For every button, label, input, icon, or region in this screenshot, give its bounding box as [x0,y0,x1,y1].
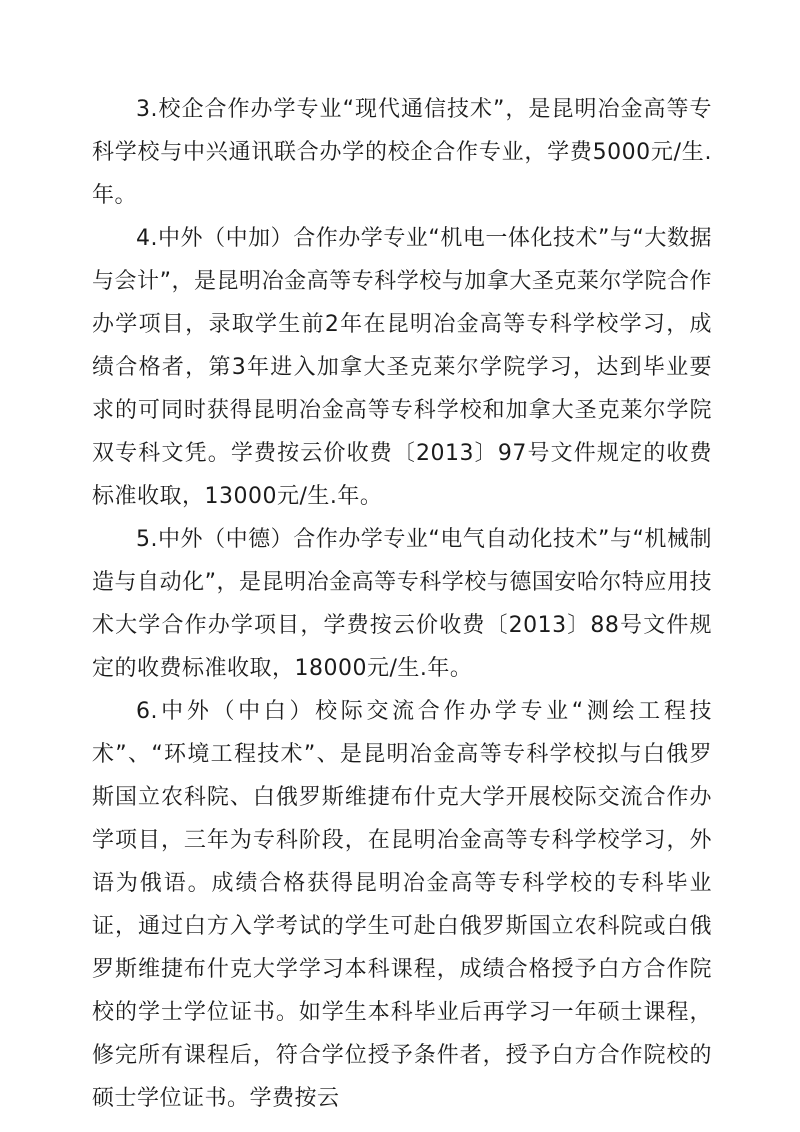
document-body [92,88,712,1120]
paragraph-item-3: 3.校企合作办学专业“现代通信技术”，是昆明冶金高等专科学校与中兴通讯联合办学的校企合作专业，学费5000元/生.年。 [92,97,712,208]
paragraph-item-5: 5.中外（中德）合作办学专业“电气自动化技术”与“机械制造与自动化”，是昆明冶金高等专科学校与德国安哈尔特应用技术大学合作办学项目，学费按云价收费〔2013〕88号文件规定的收费标准收取，18000元/生.年。 [92,527,712,681]
paragraph-item-4: 4.中外（中加）合作办学专业“机电一体化技术”与“大数据与会计”，是昆明冶金高等专科学校与加拿大圣克莱尔学院合作办学项目，录取学生前2年在昆明冶金高等专科学校学习，成绩合格者，第3年进入加拿大圣克莱尔学院学习，达到毕业要求的可同时获得昆明冶金高等专科学校和加拿大圣克莱尔学院双专科文凭。学费按云价收费〔2013〕97号文件规定的收费标准收取，13000元/生.年。 [92,226,712,509]
paragraph-item-6: 6.中外（中白）校际交流合作办学专业“测绘工程技术”、“环境工程技术”、是昆明冶金高等专科学校拟与白俄罗斯国立农科院、白俄罗斯维捷布什克大学开展校际交流合作办学项目，三年为专科阶段，在昆明冶金高等专科学校学习，外语为俄语。成绩合格获得昆明冶金高等专科学校的专科毕业证，通过白方入学考试的学生可赴白俄罗斯国立农科院或白俄罗斯维捷布什克大学学习本科课程，成绩合格授予白方合作院校的学士学位证书。如学生本科毕业后再学习一年硕士课程，修完所有课程后，符合学位授予条件者，授予白方合作院校的硕士学位证书。学费按云 [92,699,712,1111]
